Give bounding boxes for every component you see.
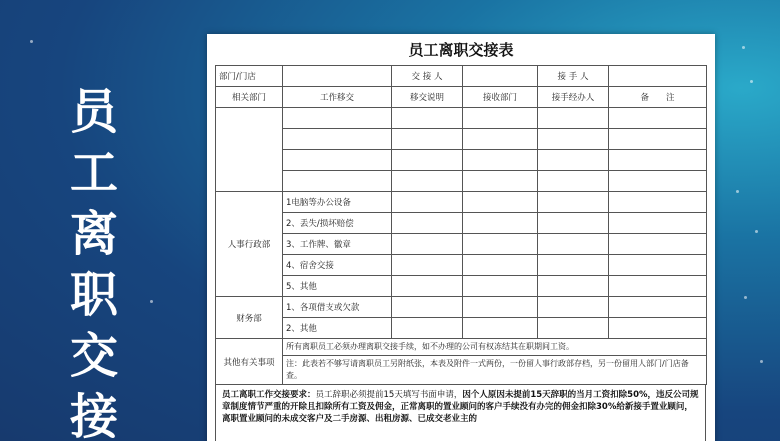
header-receiver-handler: 接手经办人 — [538, 87, 609, 108]
table-cell[interactable] — [392, 150, 463, 171]
table-cell[interactable] — [283, 150, 392, 171]
table-cell[interactable] — [463, 192, 538, 213]
table-cell[interactable] — [392, 192, 463, 213]
table-row — [216, 108, 707, 129]
table-row — [216, 213, 707, 234]
header-receiving-dept: 接收部门 — [463, 87, 538, 108]
table-row — [216, 318, 707, 339]
table-cell[interactable] — [538, 318, 609, 339]
table-cell[interactable] — [283, 171, 392, 192]
table-cell[interactable] — [609, 129, 707, 150]
receiver-label: 接 手 人 — [538, 66, 609, 87]
table-cell[interactable] — [283, 108, 392, 129]
table-cell[interactable] — [463, 318, 538, 339]
side-title-char: 离 — [69, 206, 118, 262]
table-cell[interactable] — [392, 129, 463, 150]
handover-person-cell[interactable] — [463, 66, 538, 87]
table-cell[interactable] — [609, 255, 707, 276]
side-title-char: 员 — [69, 84, 118, 140]
side-title — [62, 84, 126, 441]
table-cell[interactable] — [392, 276, 463, 297]
header-work-transfer: 工作移交 — [283, 87, 392, 108]
table-row — [216, 129, 707, 150]
requirements-heading: 员工离职工作交接要求： — [222, 390, 316, 400]
table-cell[interactable] — [609, 234, 707, 255]
table-cell[interactable] — [538, 171, 609, 192]
other-matters-line1: 所有离职员工必须办理离职交接手续，如不办理的公司有权冻结其在职期间工资。 — [283, 339, 707, 356]
header-transfer-desc: 移交说明 — [392, 87, 463, 108]
table-cell[interactable] — [538, 192, 609, 213]
table-cell[interactable] — [463, 276, 538, 297]
side-title-char: 交 — [69, 328, 118, 384]
header-remarks: 备 注 — [609, 87, 707, 108]
form-title: 员工离职交接表 — [408, 41, 514, 59]
handover-form-sheet — [207, 34, 715, 441]
table-cell[interactable] — [538, 234, 609, 255]
table-cell[interactable] — [609, 276, 707, 297]
table-row — [216, 255, 707, 276]
table-cell[interactable] — [392, 108, 463, 129]
table-cell[interactable] — [538, 255, 609, 276]
table-cell[interactable] — [609, 192, 707, 213]
table-cell[interactable] — [538, 150, 609, 171]
table-cell[interactable] — [463, 171, 538, 192]
table-cell[interactable] — [392, 297, 463, 318]
table-row — [216, 150, 707, 171]
table-cell[interactable] — [392, 255, 463, 276]
table-cell[interactable] — [463, 213, 538, 234]
table-row — [216, 234, 707, 255]
hr-item: 5、其他 — [283, 276, 392, 297]
table-cell[interactable] — [609, 213, 707, 234]
hr-item: 3、工作牌、徽章 — [283, 234, 392, 255]
table-cell[interactable] — [463, 255, 538, 276]
table-cell[interactable] — [463, 297, 538, 318]
receiver-cell[interactable] — [609, 66, 707, 87]
hr-item: 4、宿舍交接 — [283, 255, 392, 276]
table-cell[interactable] — [463, 234, 538, 255]
side-title-char: 接 — [69, 389, 118, 441]
table-cell[interactable] — [392, 234, 463, 255]
other-matters-line2: 注：此表若不够写请离职员工另附纸张，本表及附件一式两份，一份留人事行政部存档，另一份留用人部门/门店备查。 — [283, 356, 707, 385]
table-cell[interactable] — [609, 171, 707, 192]
finance-item: 1、各项借支或欠款 — [283, 297, 392, 318]
table-cell[interactable] — [392, 171, 463, 192]
table-header-row — [216, 87, 707, 108]
header-related-dept: 相关部门 — [216, 87, 283, 108]
table-cell[interactable] — [538, 297, 609, 318]
other-matters-label: 其他有关事项 — [216, 339, 283, 385]
table-cell[interactable] — [283, 129, 392, 150]
table-cell[interactable] — [609, 108, 707, 129]
table-cell[interactable] — [463, 108, 538, 129]
table-cell[interactable] — [609, 318, 707, 339]
handover-table — [215, 65, 707, 385]
finance-item: 2、其他 — [283, 318, 392, 339]
table-cell[interactable] — [609, 297, 707, 318]
handover-person-label: 交 接 人 — [392, 66, 463, 87]
requirements-box — [215, 385, 706, 441]
table-row — [216, 192, 707, 213]
table-cell[interactable] — [609, 150, 707, 171]
finance-dept-label: 财务部 — [216, 297, 283, 339]
hr-item: 1电脑等办公设备 — [283, 192, 392, 213]
table-row — [216, 356, 707, 385]
table-row — [216, 297, 707, 318]
table-cell[interactable] — [538, 108, 609, 129]
hr-item: 2、丢失/损坏赔偿 — [283, 213, 392, 234]
table-row — [216, 276, 707, 297]
side-title-char: 工 — [69, 145, 118, 201]
table-row — [216, 339, 707, 356]
table-cell[interactable] — [538, 213, 609, 234]
related-dept-blank-cell[interactable] — [216, 108, 283, 192]
requirements-text: 员工辞职必须提前15天填写书面申请， — [315, 390, 463, 400]
table-row — [216, 171, 707, 192]
dept-label: 部门/门店 — [216, 66, 283, 87]
table-cell[interactable] — [538, 129, 609, 150]
table-cell[interactable] — [392, 213, 463, 234]
table-cell[interactable] — [538, 276, 609, 297]
table-cell[interactable] — [463, 129, 538, 150]
hr-dept-label: 人事行政部 — [216, 192, 283, 297]
requirements-bold-text: 因个人原因未提前15天辞职的当月工资扣除50%，违反公司规章制度情节严重的开除且扣除所有工资及佣金，正常离职的置业顾问的客户手续没有办完的佣金扣除30%给新接手置业顾问，离职置业顾问的未成交客户及二手房源、出租房源、已成交老业主的 — [222, 390, 699, 424]
table-cell[interactable] — [392, 318, 463, 339]
table-cell[interactable] — [463, 150, 538, 171]
side-title-char: 职 — [69, 267, 118, 323]
table-row — [216, 66, 707, 87]
dept-value-cell[interactable] — [283, 66, 392, 87]
